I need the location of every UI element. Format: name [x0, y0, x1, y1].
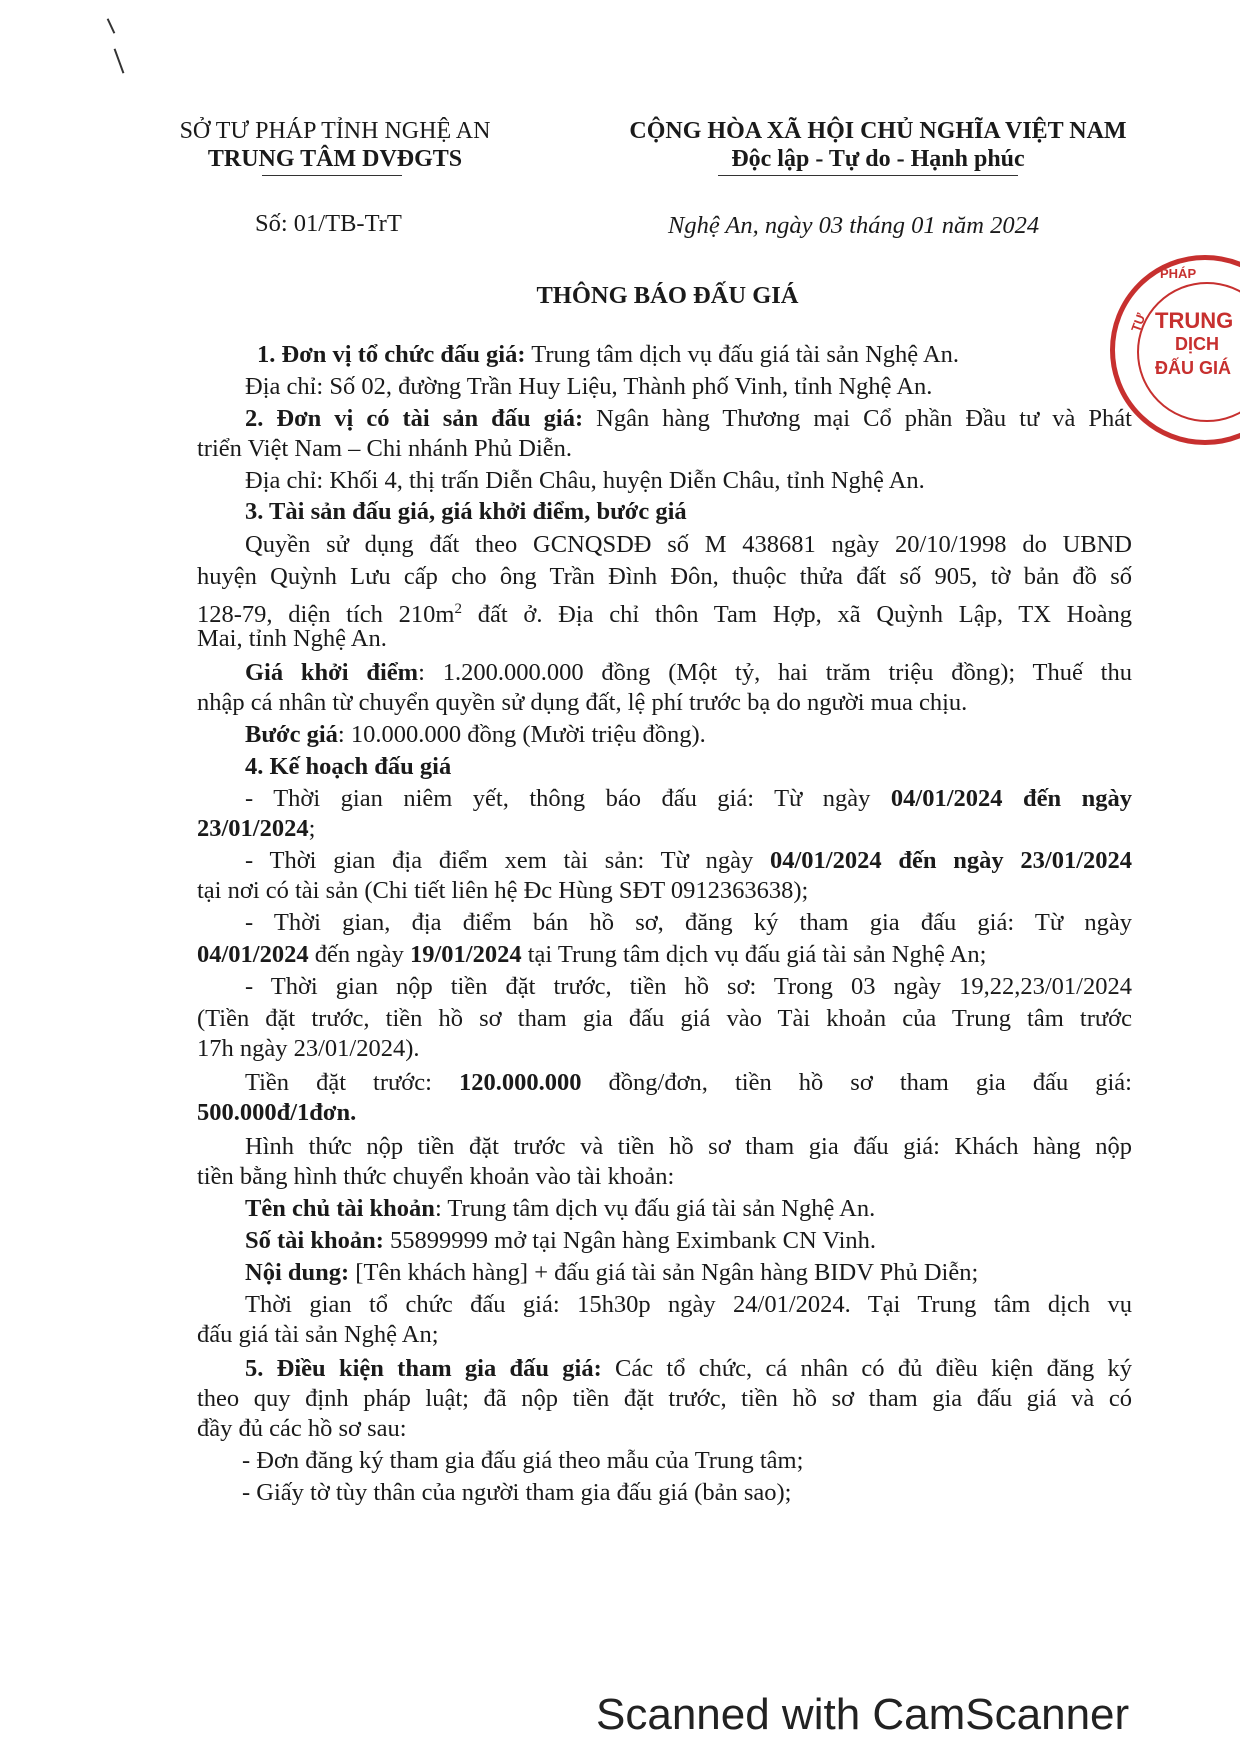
s4-p2a: - Thời gian địa điểm xem tài sản: Từ ngày [245, 847, 770, 874]
header-underline-right [718, 175, 1018, 176]
camscanner-watermark: Scanned with CamScanner [596, 1690, 1130, 1739]
s4-p2-cont: tại nơi có tài sản (Chi tiết liên hệ Đc Hùng SĐT 0912363638); [197, 877, 809, 904]
s3-asset-2: huyện Quỳnh Lưu cấp cho ông Trần Đình Đôn, thuộc thửa đất số 905, tờ bản đồ số [197, 563, 1132, 590]
s5-label: 5. Điều kiện tham gia đấu giá: [245, 1355, 602, 1382]
s4-label: 4. Kế hoạch đấu giá [245, 753, 452, 780]
s4-p3e: tại Trung tâm dịch vụ đấu giá tài sản Nghệ An; [521, 941, 987, 968]
s3-step [197, 720, 1132, 750]
s4-p2b: 04/01/2024 đến ngày 23/01/2024 [769, 847, 1132, 874]
s5-line3: đầy đủ các hồ sơ sau: [197, 1415, 407, 1442]
content-value: [Tên khách hàng] + đấu giá tài sản Ngân hàng BIDV Phủ Diễn; [349, 1259, 979, 1286]
s5-line2: theo quy định pháp luật; đã nộp tiền đặt trước, tiền hồ sơ tham gia đấu giá và có [197, 1385, 1132, 1412]
document-date: Nghệ An, ngày 03 tháng 01 năm 2024 [668, 212, 1040, 239]
national-title: CỘNG HÒA XÃ HỘI CHỦ NGHĨA VIỆT NAM [629, 118, 1127, 144]
s4-p4-c: 17h ngày 23/01/2024). [197, 1035, 420, 1062]
s4-account-name [197, 1194, 1132, 1224]
start-price-label: Giá khởi điểm [245, 659, 419, 686]
step-label: Bước giá [245, 721, 338, 748]
official-stamp: PHÁP TƯ TRUNG DỊCH ĐẤU GIÁ [1110, 255, 1240, 445]
s4-auction-time-2: đấu giá tài sản Nghệ An; [197, 1321, 439, 1348]
s4-p1-cont [197, 814, 1132, 844]
s1-line [197, 340, 1132, 370]
s2-label: 2. Đơn vị có tài sản đấu giá: [245, 405, 584, 432]
s4-p1b: 04/01/2024 đến ngày [890, 785, 1132, 812]
deposit-label: Tiền đặt trước: [245, 1069, 459, 1096]
s4-p1 [197, 784, 1132, 814]
s4-deposit-fee: 500.000đ/1đơn. [197, 1099, 357, 1126]
deposit-amount: 120.000.000 [458, 1069, 582, 1096]
s2-line2: triển Việt Nam – Chi nhánh Phủ Diễn. [197, 435, 573, 462]
s3-asset-3a: 128-79, diện tích 210m [197, 601, 455, 629]
s2-line1 [197, 404, 1132, 434]
s3-asset-3b: đất ở. Địa chỉ thôn Tam Hợp, xã Quỳnh Lập, TX Hoàng [461, 601, 1132, 629]
s3-asset-3sup: 2 [454, 601, 462, 617]
pen-mark [107, 18, 116, 33]
s5-value: Các tổ chức, cá nhân có đủ điều kiện đăng ký [601, 1355, 1132, 1382]
s4-auction-time: Thời gian tổ chức đấu giá: 15h30p ngày 24/01/2024. Tại Trung tâm dịch vụ [245, 1291, 1132, 1318]
center-name: TRUNG TÂM DVĐGTS [207, 146, 463, 172]
account-name-label: Tên chủ tài khoản [245, 1195, 435, 1222]
account-name-value: : Trung tâm dịch vụ đấu giá tài sản Nghệ An. [434, 1195, 876, 1222]
agency-name: SỞ TƯ PHÁP TỈNH NGHỆ AN [179, 118, 491, 144]
s3-label: 3. Tài sản đấu giá, giá khởi điểm, bước giá [245, 498, 687, 525]
s1-value: Trung tâm dịch vụ đấu giá tài sản Nghệ An. [525, 341, 960, 368]
deposit-rest: đồng/đơn, tiền hồ sơ tham gia đấu giá: [581, 1069, 1132, 1096]
start-price-value: : 1.200.000.000 đồng (Một tỷ, hai trăm triệu đồng); Thuế thu [418, 659, 1132, 686]
step-value: : 10.000.000 đồng (Mười triệu đồng). [337, 721, 706, 748]
s4-p2 [197, 846, 1132, 876]
pen-mark [114, 48, 125, 73]
s3-asset-4: Mai, tỉnh Nghệ An. [197, 625, 387, 652]
s4-p1a: - Thời gian niêm yết, thông báo đấu giá: Từ ngày [245, 785, 891, 812]
s4-p4: - Thời gian nộp tiền đặt trước, tiền hồ sơ: Trong 03 ngày 19,22,23/01/2024 [245, 973, 1132, 1000]
s4-p3d: 19/01/2024 [410, 941, 522, 968]
s4-p3: - Thời gian, địa điểm bán hồ sơ, đăng ký tham gia đấu giá: Từ ngày [245, 909, 1132, 936]
s4-p1c: 23/01/2024 [197, 815, 309, 842]
document-title: THÔNG BÁO ĐẤU GIÁ [536, 282, 799, 309]
s3-start-price [197, 658, 1132, 688]
s5-line1 [197, 1354, 1132, 1384]
s4-p3b: 04/01/2024 [197, 941, 309, 968]
account-number-label: Số tài khoản: [245, 1227, 384, 1254]
s4-deposit [197, 1068, 1132, 1098]
s2-address: Địa chỉ: Khối 4, thị trấn Diễn Châu, huyện Diễn Châu, tỉnh Nghệ An. [245, 467, 925, 494]
s3-asset-1: Quyền sử dụng đất theo GCNQSDĐ số M 438681 ngày 20/10/1998 do UBND [245, 531, 1132, 558]
header-underline-left [262, 175, 402, 176]
s1-address: Địa chỉ: Số 02, đường Trần Huy Liệu, Thành phố Vinh, tỉnh Nghệ An. [245, 373, 933, 400]
s5-item-2: - Giấy tờ tùy thân của người tham gia đấu giá (bản sao); [242, 1479, 792, 1506]
s4-p3c: đến ngày [308, 941, 410, 968]
s2-value: Ngân hàng Thương mại Cổ phần Đầu tư và Phát [583, 405, 1132, 432]
s4-p1d: ; [308, 815, 316, 842]
s4-p4-b: (Tiền đặt trước, tiền hồ sơ tham gia đấu giá vào Tài khoản của Trung tâm trước [197, 1005, 1132, 1032]
account-number-value: 55899999 mở tại Ngân hàng Eximbank CN Vinh. [383, 1227, 877, 1254]
s1-label: 1. Đơn vị tổ chức đấu giá: [257, 341, 526, 368]
content-label: Nội dung: [245, 1259, 350, 1286]
national-motto: Độc lập - Tự do - Hạnh phúc [731, 146, 1025, 172]
s4-content [197, 1258, 1132, 1288]
s4-pay-1: Hình thức nộp tiền đặt trước và tiền hồ sơ tham gia đấu giá: Khách hàng nộp [245, 1133, 1132, 1160]
document-number: Số: 01/TB-TrT [255, 210, 402, 237]
s3-start-price-2: nhập cá nhân từ chuyển quyền sử dụng đất, lệ phí trước bạ do người mua chịu. [197, 689, 968, 716]
s4-pay-2: tiền bằng hình thức chuyển khoản vào tài khoản: [197, 1163, 675, 1190]
s4-account-number [197, 1226, 1132, 1256]
s4-p3-cont [197, 940, 1132, 970]
s5-item-1: - Đơn đăng ký tham gia đấu giá theo mẫu của Trung tâm; [242, 1447, 804, 1474]
